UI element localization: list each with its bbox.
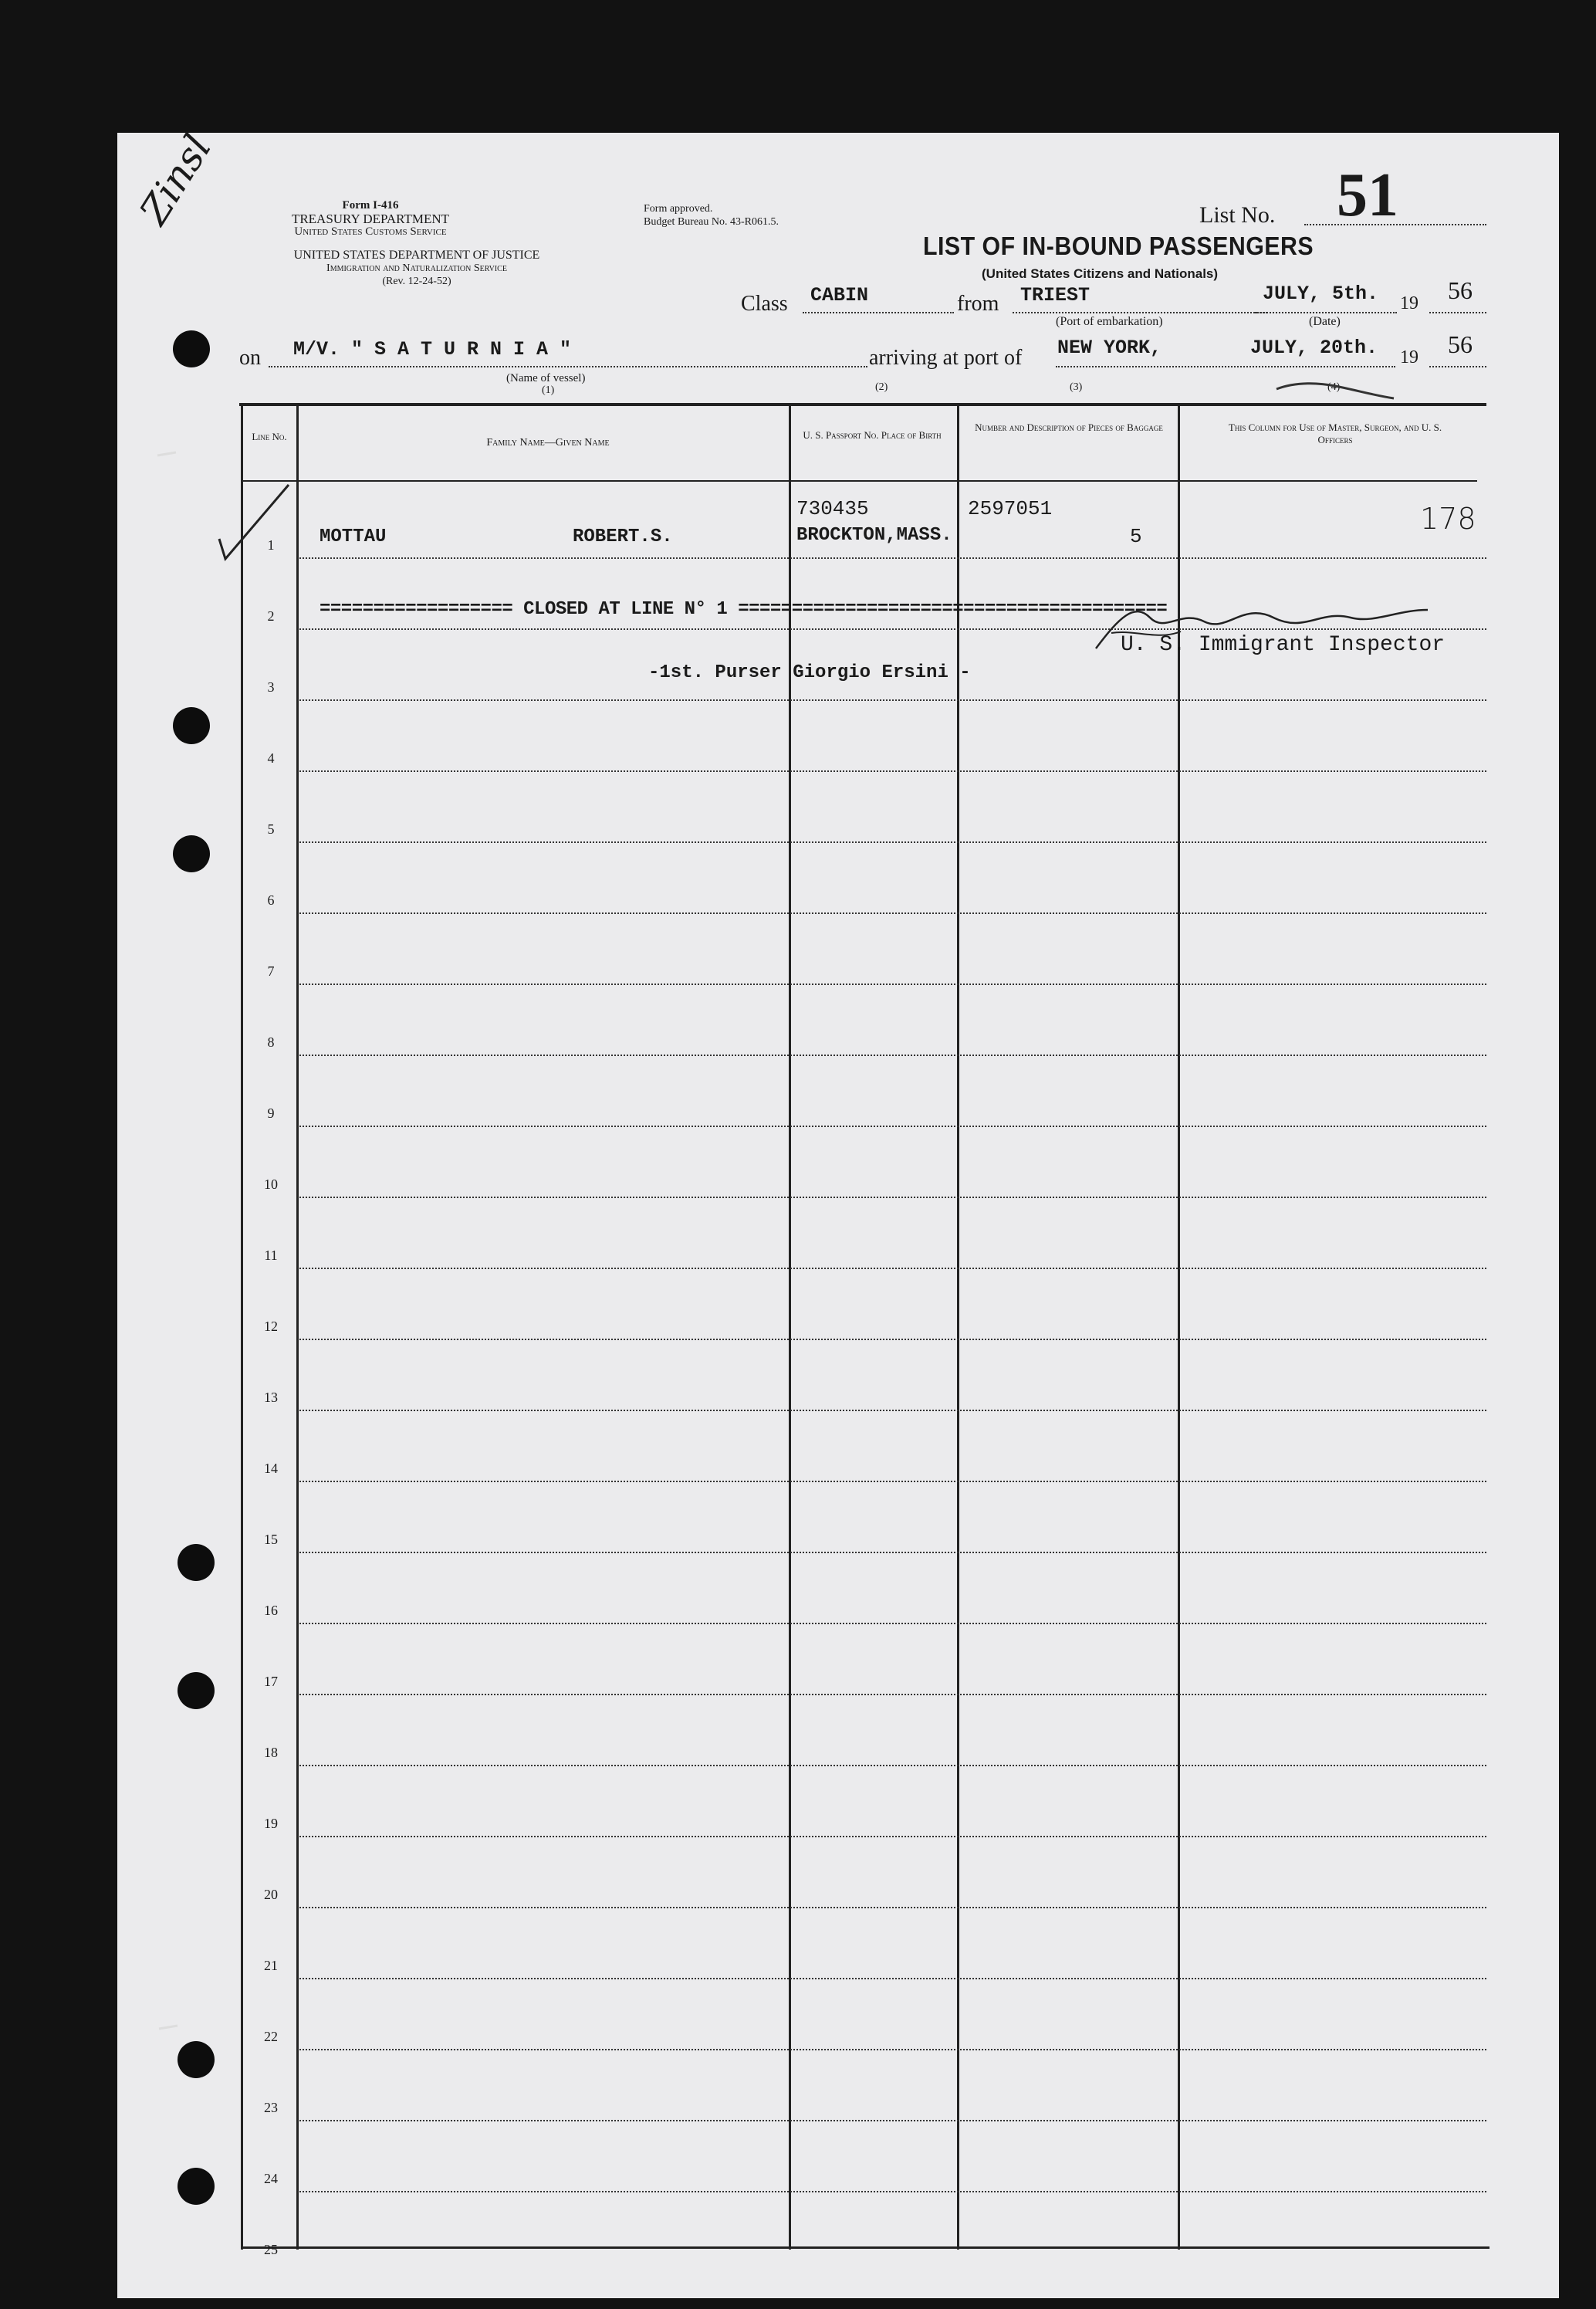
year2-rule	[1429, 366, 1486, 367]
line-number: 7	[267, 963, 275, 979]
arrival-year: 56	[1448, 330, 1473, 358]
row-rule	[299, 1907, 1486, 1908]
arrival-port: NEW YORK,	[1057, 337, 1162, 359]
from-label: from	[957, 292, 999, 316]
arriving-label: arriving at port of	[869, 346, 1023, 370]
list-no-label: List No.	[1199, 202, 1276, 228]
line-number: 14	[264, 1461, 278, 1476]
row-rule	[299, 1055, 1486, 1056]
ins-service: Immigration and Naturalization Service	[326, 262, 507, 274]
margin-dash	[157, 2020, 181, 2035]
line-number: 12	[264, 1319, 278, 1334]
col-header-baggage: Number and Description of Pieces of Baggage	[975, 422, 1163, 433]
customs-service: United States Customs Service	[294, 225, 447, 238]
binder-hole	[173, 835, 210, 872]
budget-bureau: Budget Bureau No. 43-R061.5.	[644, 216, 779, 228]
justice-block	[232, 249, 602, 288]
caption-4: (4)	[1327, 381, 1341, 393]
row-rule	[299, 1197, 1486, 1198]
port-rule	[1056, 366, 1395, 367]
row-rule	[299, 1339, 1486, 1340]
col-header-passport: U. S. Passport No. Place of Birth	[803, 429, 942, 441]
arrival-date: JULY, 20th.	[1250, 337, 1378, 359]
line-number: 9	[267, 1105, 275, 1121]
col-divider	[1178, 405, 1180, 2250]
binder-hole	[178, 2041, 215, 2078]
from-rule	[1013, 312, 1267, 313]
col-header-name: Family Name—Given Name	[486, 437, 610, 449]
class-rule	[803, 312, 954, 313]
form-header-block	[232, 199, 509, 239]
baggage-count: 5	[1130, 525, 1142, 548]
row-rule	[299, 984, 1486, 985]
class-value: CABIN	[810, 284, 869, 306]
row-rule	[299, 1623, 1486, 1624]
closed-at-line: ================== CLOSED AT LINE N° 1 ========================================	[320, 599, 1168, 620]
row-rule	[299, 912, 1486, 914]
row-rule	[299, 1268, 1486, 1269]
line-number: 22	[264, 2029, 278, 2044]
line-number: 16	[264, 1603, 278, 1618]
row-rule	[299, 2120, 1486, 2121]
line-number: 13	[264, 1390, 278, 1405]
line-number: 1	[267, 537, 275, 553]
row-rule	[299, 1410, 1486, 1411]
line-number: 21	[264, 1958, 278, 1973]
row-rule	[299, 1836, 1486, 1837]
binder-hole	[173, 330, 210, 367]
approval-block	[644, 202, 779, 229]
line-number: 11	[264, 1248, 278, 1263]
table-bottom-border	[242, 2246, 1489, 2249]
caption-1: (1)	[542, 384, 555, 396]
row-rule	[299, 2191, 1486, 2192]
margin-dash	[156, 448, 179, 463]
check-mark	[215, 479, 307, 564]
row-rule	[299, 699, 1486, 701]
table-left-border	[241, 405, 243, 2250]
row-rule	[299, 1765, 1486, 1766]
year-prefix: 19	[1400, 293, 1418, 313]
form-title: LIST OF IN-BOUND PASSENGERS	[923, 232, 1314, 260]
birthplace: BROCKTON,MASS.	[796, 525, 952, 546]
caption-2: (2)	[875, 381, 888, 393]
line-number: 15	[264, 1532, 278, 1547]
list-number: 51	[1337, 161, 1398, 229]
form-subtitle: (United States Citizens and Nationals)	[982, 266, 1219, 281]
line-number: 23	[264, 2100, 278, 2115]
year-prefix-2: 19	[1400, 347, 1418, 367]
row-rule	[299, 1552, 1486, 1553]
from-value: TRIEST	[1020, 284, 1090, 306]
row-rule	[299, 557, 1486, 559]
date1-rule	[1255, 312, 1397, 313]
form-approved: Form approved.	[644, 203, 713, 215]
row-rule	[299, 1481, 1486, 1482]
binder-hole	[173, 707, 210, 744]
inspector-signature	[1088, 587, 1451, 656]
line-number: 4	[267, 750, 275, 766]
list-no-rule	[1304, 224, 1486, 225]
col-header-officers: This Column for Use of Master, Surgeon, and U. S. Officers	[1228, 422, 1442, 445]
row-rule	[299, 1978, 1486, 1979]
line-number: 6	[267, 892, 275, 908]
on-label: on	[239, 346, 261, 370]
margin-handwriting: Zinsl	[131, 127, 221, 232]
departure-year: 56	[1448, 276, 1473, 304]
line-number: 10	[264, 1177, 278, 1192]
year1-rule	[1429, 312, 1486, 313]
line-number: 18	[264, 1745, 278, 1760]
given-name: ROBERT.S.	[573, 526, 673, 547]
pen-mark	[1273, 378, 1397, 401]
baggage-number: 2597051	[968, 497, 1053, 520]
caption-3: (3)	[1070, 381, 1083, 393]
inspector-title: U. S. Immigrant Inspector	[1121, 633, 1446, 657]
line-number: 17	[264, 1674, 278, 1689]
row-rule	[299, 1694, 1486, 1695]
header-rule	[242, 480, 1477, 482]
class-label: Class	[741, 292, 788, 316]
treasury-dept: TREASURY DEPARTMENT	[291, 212, 450, 226]
table-top-border	[239, 403, 1486, 406]
line-number: 24	[264, 2171, 278, 2186]
line-number: 5	[267, 821, 275, 837]
revision-date: (Rev. 12-24-52)	[382, 276, 451, 287]
departure-date: JULY, 5th.	[1263, 283, 1379, 305]
row-rule	[299, 841, 1486, 843]
form-id: Form I-416	[342, 199, 399, 212]
justice-dept: UNITED STATES DEPARTMENT OF JUSTICE	[293, 249, 540, 262]
vessel-rule	[269, 366, 867, 367]
line-number: 2	[267, 608, 275, 624]
col-header-line-no: Line No.	[252, 431, 287, 442]
binder-hole	[178, 2168, 215, 2205]
form-page	[117, 133, 1559, 2298]
embark-caption: (Port of embarkation)	[1056, 315, 1163, 328]
row-rule	[299, 770, 1486, 772]
line-number: 8	[267, 1034, 275, 1050]
officer-note: 178	[1420, 502, 1476, 536]
family-name: MOTTAU	[320, 526, 387, 547]
vessel-caption: (Name of vessel)	[506, 372, 586, 384]
line-number: 3	[267, 679, 275, 695]
vessel-name: M/V. " S A T U R N I A "	[293, 338, 572, 361]
date-caption: (Date)	[1309, 315, 1341, 328]
row-rule	[299, 1126, 1486, 1127]
line-number: 20	[264, 1887, 278, 1902]
line-number: 25	[264, 2242, 278, 2257]
purser-signature: -1st. Purser Giorgio Ersini -	[648, 662, 971, 683]
passport-number: 730435	[796, 497, 869, 520]
binder-hole	[178, 1672, 215, 1709]
row-rule	[299, 2049, 1486, 2050]
line-number: 19	[264, 1816, 278, 1831]
binder-hole	[178, 1544, 215, 1581]
